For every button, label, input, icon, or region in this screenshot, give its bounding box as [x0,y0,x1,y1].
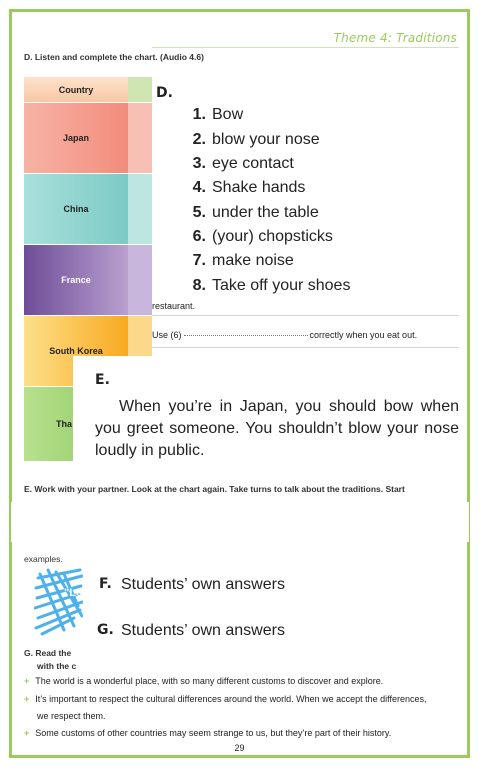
instruction-g-cont: with the c [37,661,77,671]
chart-row-band [128,174,152,244]
chart-header-country: Country [24,77,128,102]
plus-icon: + [24,676,30,686]
instruction-e: E. Work with your partner. Look at the chart again. Take turns to talk about the traditions. Start [24,484,405,494]
answer-d-number: 2. [192,131,206,148]
answers-d-label: D. [156,85,173,101]
answers-e-text: When you’re in Japan, you should bow when you greet someone. You shouldn’t blow your nose loudly in public. [95,398,459,459]
bullet-item [24,694,426,704]
answer-d-item [180,155,294,173]
fill-blank-line [184,335,308,336]
answer-d-item [180,252,294,270]
answer-d-text: blow your nose [212,131,320,148]
chart-row-band [128,103,152,173]
theme-title: Theme 4: Traditions [333,31,457,45]
answer-d-number: 8. [192,277,206,294]
answers-g-label: G. [97,622,114,638]
chart-row-france: France [24,245,128,315]
answer-d-number: 5. [192,204,206,221]
answer-d-item [180,228,333,246]
answers-f-text: Students’ own answers [121,576,285,593]
answer-d-item [180,106,243,124]
answers-e-panel [73,356,459,462]
chart-row-china: China [24,174,128,244]
answer-d-number: 1. [192,106,206,123]
answer-d-number: 4. [192,179,206,196]
instruction-d: D. Listen and complete the chart. (Audio 4.6) [24,52,204,62]
page-number: 29 [234,743,245,753]
answer-d-item [180,179,305,197]
chart-rule [152,315,459,316]
plus-icon: + [24,728,30,738]
answers-g-text: Students’ own answers [121,622,285,639]
bullet-item-cont: we respect them. [37,711,106,721]
chart-text-restaurant: restaurant. [152,301,196,311]
bullet-item [24,728,391,738]
answers-fg-panel [83,560,459,656]
bullet-text: It’s important to respect the cultural differences around the world. When we accept the differences, [35,694,427,704]
header-rule [152,47,459,48]
chart-row-south-korea: South Korea [24,316,128,386]
chart-rule [152,347,459,348]
instruction-examples: examples. [24,554,63,564]
answer-d-text: Take off your shoes [212,277,351,294]
bullet-item [24,676,383,686]
answer-d-item [180,204,319,222]
answer-d-text: eye contact [212,155,294,172]
answer-d-text: Bow [212,106,244,123]
scribble-text: "Le [64,587,83,599]
chart-row-japan: Japan [24,103,128,173]
scribble-drawing [34,566,86,638]
plus-icon: + [24,694,30,704]
answers-f-label: F. [99,576,112,592]
bullet-text: Some customs of other countries may seem strange to us, but they’re part of their history. [35,728,392,738]
answer-d-number: 3. [192,155,206,172]
chart-text-use-prefix: Use (6) [152,330,182,340]
chart-row-band [128,245,152,315]
chart-text-use [152,330,417,340]
answers-e-label: E. [95,372,110,388]
answer-d-number: 6. [192,228,206,245]
chart-header-band [128,77,152,102]
blank-band [11,502,469,542]
answer-d-item [180,277,350,295]
chart-text-use-suffix: correctly when you eat out. [309,330,418,340]
answer-d-text: (your) chopsticks [212,228,333,245]
answer-d-text: make noise [212,252,294,269]
answer-d-item [180,131,320,149]
answer-d-text: under the table [212,204,319,221]
instruction-g: G. Read the [24,648,72,658]
bullet-text: The world is a wonderful place, with so many different customs to discover and explore. [35,676,384,686]
answer-d-text: Shake hands [212,179,306,196]
answers-d-panel [152,82,458,298]
answer-d-number: 7. [192,252,206,269]
chart-row-thailand: Tha [24,387,128,461]
